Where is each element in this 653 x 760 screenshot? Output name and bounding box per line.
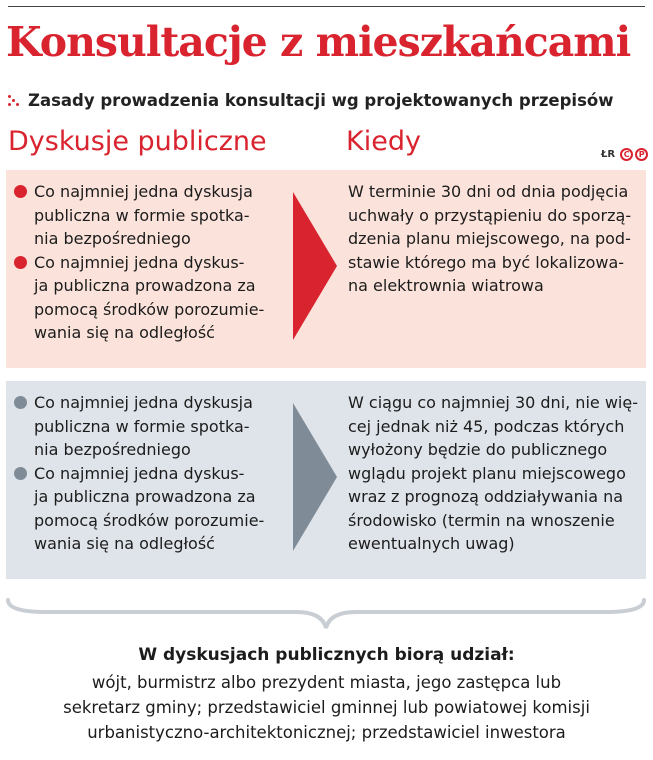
- timing-line: dzenia planu miejscowego, na pod-: [348, 229, 631, 248]
- panel-row-1: [6, 170, 646, 368]
- item-line: pomocą środków porozumie-: [34, 510, 265, 530]
- item-line: nia bezpośredniego: [34, 229, 191, 248]
- footer-line: sekretarz gminy; przedstawiciel gminnej lub powiatowej komisji: [63, 698, 590, 717]
- bullet-icon: [14, 467, 27, 480]
- item-line: ja publiczna prowadzona za: [34, 487, 256, 506]
- timing-line: środowisko (termin na wnoszenie: [348, 510, 615, 530]
- footer-line: urbanistyczno-architektonicznej; przedstawiciel inwestora: [87, 723, 566, 742]
- arrow-right-icon: [293, 403, 337, 551]
- timing-line: W ciągu co najmniej 30 dni, nie wię-: [348, 393, 638, 412]
- bullet-icon: [14, 185, 27, 198]
- bullet-icon: [14, 256, 27, 269]
- timing-line: W terminie 30 dni od dnia podjęcia: [348, 182, 629, 201]
- credit: [601, 148, 648, 161]
- page-title: Konsultacje z mieszkańcami: [6, 18, 631, 66]
- curly-brace-icon: [6, 598, 646, 632]
- item-line: publiczna w formie spotka-: [34, 416, 250, 436]
- panel-row-2: [6, 381, 646, 579]
- list-item: [6, 462, 306, 556]
- footer-title: W dyskusjach publicznych biorą udział:: [138, 645, 515, 665]
- column-header-when: Kiedy: [346, 126, 421, 157]
- subtitle: Zasady prowadzenia konsultacji wg projektowanych przepisów: [28, 91, 614, 110]
- timing-line: uchwały o przystąpieniu do sporzą-: [348, 205, 632, 225]
- author-credit: ŁR: [601, 149, 616, 160]
- item-line: Co najmniej jedna dyskus-: [34, 463, 245, 483]
- item-line: pomocą środków porozumie-: [34, 299, 265, 319]
- subtitle-row: [8, 91, 614, 110]
- timing-line: stawie którego ma być lokalizowa-: [348, 252, 625, 272]
- item-line: Co najmniej jedna dyskusja: [34, 182, 253, 201]
- footer-body: [0, 670, 653, 745]
- list-item: [6, 391, 306, 462]
- timing-line: ewentualnych uwag): [348, 534, 515, 553]
- item-line: wania się na odległość: [34, 534, 215, 553]
- item-line: wania się na odległość: [34, 323, 215, 342]
- arrow-right-icon: [293, 192, 337, 340]
- timing-text: [348, 180, 640, 298]
- publisher-logo-icon: P: [635, 148, 648, 161]
- item-line: ja publiczna prowadzona za: [34, 276, 256, 295]
- item-line: Co najmniej jedna dyskusja: [34, 393, 253, 412]
- timing-line: wraz z prognozą oddziaływania na: [348, 487, 624, 506]
- dots-icon: [8, 94, 20, 108]
- top-rule: [8, 6, 645, 7]
- bullet-icon: [14, 396, 27, 409]
- copyright-logo-icon: C: [620, 148, 633, 161]
- timing-line: wyłożony będzie do publicznego: [348, 440, 608, 459]
- timing-text: [348, 391, 640, 556]
- discussion-list: [6, 180, 306, 345]
- item-line: publiczna w formie spotka-: [34, 205, 250, 225]
- discussion-list: [6, 391, 306, 556]
- timing-line: cej jednak niż 45, podczas których: [348, 416, 625, 436]
- footer-line: wójt, burmistrz albo prezydent miasta, jego zastępca lub: [91, 673, 562, 692]
- timing-line: na elektrownia wiatrowa: [348, 276, 544, 295]
- list-item: [6, 251, 306, 345]
- item-line: Co najmniej jedna dyskus-: [34, 252, 245, 272]
- column-header-discussions: Dyskusje publiczne: [8, 126, 267, 157]
- timing-line: wglądu projekt planu miejscowego: [348, 463, 626, 483]
- item-line: nia bezpośredniego: [34, 440, 191, 459]
- list-item: [6, 180, 306, 251]
